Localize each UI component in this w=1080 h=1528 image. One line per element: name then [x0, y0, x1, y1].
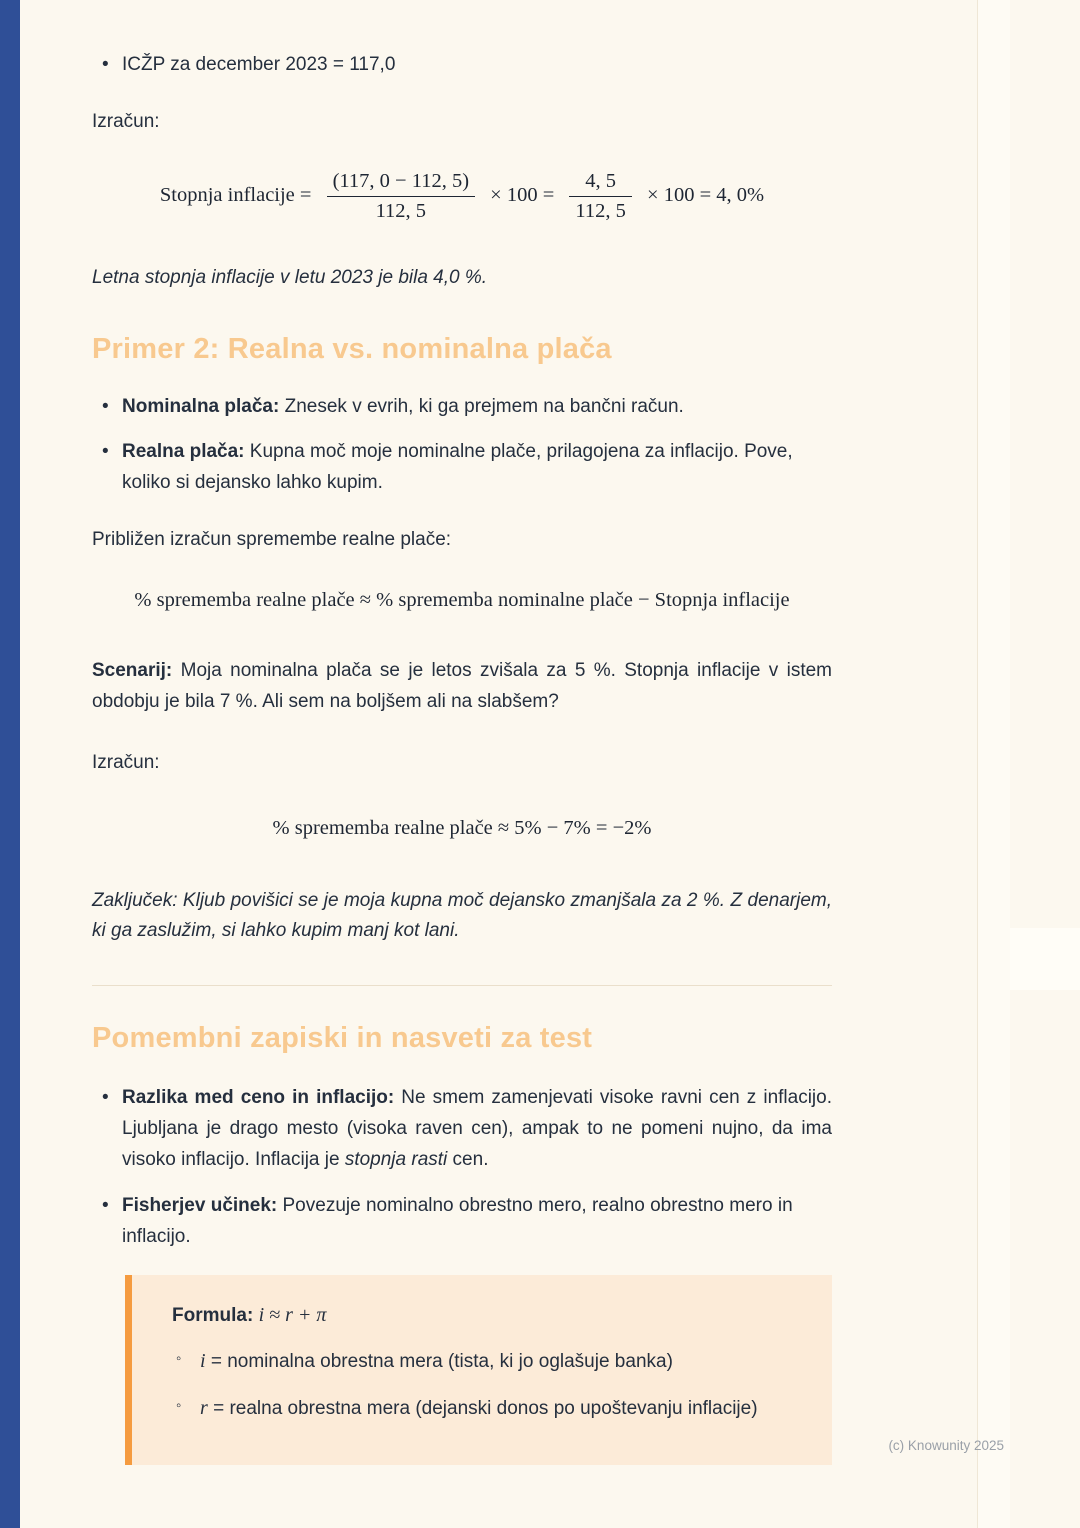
list-item: [172, 1345, 802, 1378]
list-item: [92, 1083, 832, 1175]
formula-real-wage-result: % sprememba realne plače ≈ 5% − 7% = −2%: [272, 816, 652, 839]
formula-label: Formula:: [172, 1305, 254, 1327]
nominal-wage-definition: [122, 392, 832, 423]
note-label: Razlika med ceno in inflacijo:: [122, 1087, 395, 1109]
scenario-text: Moja nominalna plača se je letos zvišala za 5 %. Stopnja inflacije v istem obdobju je bila 7 %. Ali sem na boljšem ali na slabšem?: [92, 660, 832, 713]
fraction-denominator: 112, 5: [575, 199, 626, 222]
list-item: [92, 50, 832, 81]
page-edge-highlight: [1010, 928, 1080, 990]
formula-inflation-rate: [92, 170, 832, 223]
formula-real-wage-approx: % sprememba realne plače ≈ % sprememba nominalne plače − Stopnja inflacije: [134, 589, 790, 612]
circle-bullet-icon: ◦: [176, 1397, 182, 1415]
calc-label: Izračun:: [92, 110, 160, 132]
term-definition: Znesek v evrih, ki ga prejmem na bančni račun.: [279, 396, 684, 418]
note-text: cen.: [447, 1148, 489, 1170]
variable-r-definition: [200, 1392, 802, 1425]
price-vs-inflation-note: [122, 1083, 832, 1175]
fraction-numerator: 4, 5: [569, 170, 632, 197]
math-variable: i: [200, 1350, 206, 1373]
section-divider: [92, 985, 832, 986]
formula-callout-box: [125, 1275, 832, 1465]
calc-label: Izračun:: [92, 751, 160, 773]
formula-lhs: Stopnja inflacije =: [159, 183, 312, 206]
section-heading-notes: Pomembni zapiski in nasveti za test: [92, 1022, 593, 1055]
scenario-label: Scenarij:: [92, 660, 173, 682]
formula-expression: i ≈ r + π: [258, 1304, 327, 1327]
formula-rhs: × 100 = 4, 0%: [647, 183, 765, 206]
variable-i-definition: [200, 1345, 802, 1378]
circle-bullet-icon: ◦: [176, 1350, 182, 1368]
iczp-value-text: ICŽP za december 2023 = 117,0: [122, 54, 396, 75]
note-emphasis: stopnja rasti: [344, 1148, 448, 1170]
bullet-dot-icon: •: [102, 441, 109, 463]
list-item: [92, 1191, 832, 1253]
fraction-numerator: (117, 0 − 112, 5): [327, 170, 475, 197]
document-content: [92, 50, 832, 1465]
fraction-denominator: 112, 5: [375, 199, 427, 222]
fisher-formula: [172, 1299, 802, 1331]
conclusion-paragraph: Zaključek: Kljub povišici se je moja kupna moč dejansko zmanjšala za 2 %. Z denarjem, ki ga zaslužim, si lahko kupim manj kot lani.: [92, 889, 832, 942]
section-heading-primer2: Primer 2: Realna vs. nominalna plača: [92, 333, 612, 366]
note-text: Ne smem zamenjevati visoke ravni cen z inflacijo. Ljubljana je drago mesto (visoka raven cen), ampak to ne pomeni nujno, da ima visoko inflacijo. Inflacija je: [122, 1087, 833, 1170]
list-item: [172, 1392, 802, 1425]
bullet-dot-icon: •: [102, 54, 109, 75]
list-item: [92, 392, 832, 423]
scenario-paragraph: [92, 656, 832, 718]
fisher-effect-note: [122, 1191, 832, 1253]
bullet-dot-icon: •: [102, 396, 109, 418]
bullet-dot-icon: •: [102, 1087, 109, 1109]
note-text: Povezuje nominalno obrestno mero, realno obrestno mero in inflacijo.: [122, 1195, 793, 1248]
math-variable: r: [200, 1397, 208, 1420]
bullet-dot-icon: •: [102, 1195, 109, 1217]
term-label: Nominalna plača:: [122, 396, 280, 418]
page-edge-stripe: [977, 0, 1010, 1528]
real-wage-definition: [122, 437, 832, 499]
term-label: Realna plača:: [122, 441, 245, 463]
left-accent-bar: [0, 0, 20, 1528]
variable-text: = realna obrestna mera (dejanski donos po upoštevanju inflacije): [207, 1398, 758, 1420]
inflation-conclusion: Letna stopnja inflacije v letu 2023 je bila 4,0 %.: [92, 266, 488, 288]
approx-calc-label: Približen izračun spremembe realne plače:: [92, 528, 452, 550]
note-label: Fisherjev učinek:: [122, 1195, 278, 1217]
list-item: [92, 437, 832, 499]
fraction: [569, 170, 632, 223]
term-definition: Kupna moč moje nominalne plače, prilagojena za inflacijo. Pove, koliko si dejansko lahko kupim.: [122, 441, 793, 493]
watermark: (c) Knowunity 2025: [888, 1438, 1004, 1453]
variable-text: = nominalna obrestna mera (tista, ki jo oglašuje banka): [205, 1351, 673, 1373]
fraction: [327, 170, 475, 223]
formula-mid: × 100 =: [490, 183, 555, 206]
